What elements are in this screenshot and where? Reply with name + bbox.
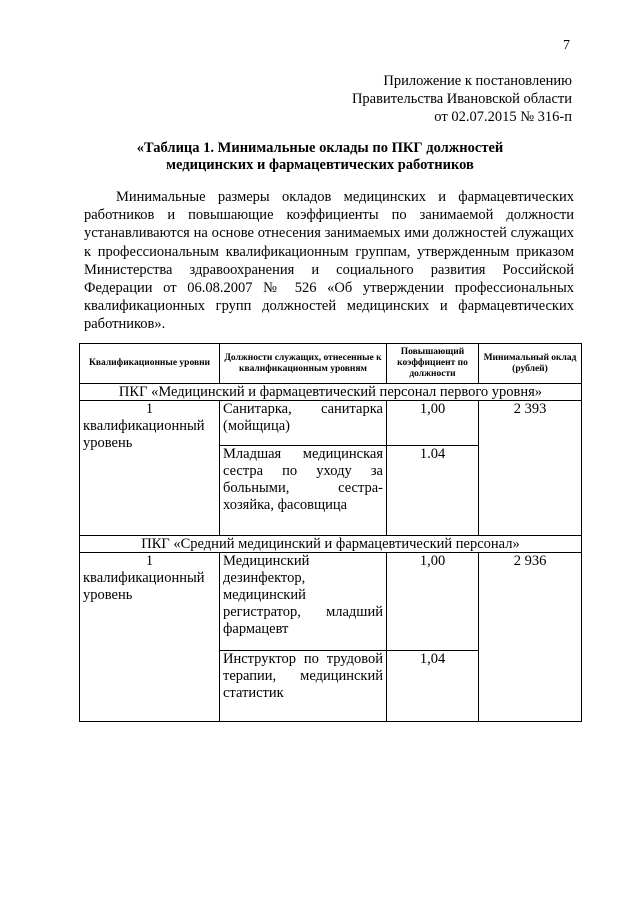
group-row: [80, 384, 582, 401]
salary-cell: 2 393: [479, 401, 582, 446]
salary-cell-empty: [479, 446, 582, 536]
intro-paragraph: Минимальные размеры окладов медицинских и фармацевтических работников и повышающие коэффициенты по занимаемой должности устанавливаются на основе отнесения занимаемых ими должностей служащих к профессиональным квалификационным группам, утвержденным приказом Министерства здравоохранения и социального развития Российской Федерации от 06.08.2007 № 526 «Об утверждении профессиональных квалификационных групп должностей медицинских и фармацевтических работников».: [84, 189, 574, 333]
header-coefficient: Повышающий коэффициент по должности: [387, 344, 479, 384]
position-cell: Инструктор по трудовой терапии, медицинский статистик: [220, 651, 387, 722]
coefficient-cell: 1,00: [387, 553, 479, 651]
salary-cell-empty: [479, 651, 582, 722]
group-name: ПКГ «Медицинский и фармацевтический персонал первого уровня»: [80, 384, 582, 401]
position-cell: Санитарка, санитарка (мойщица): [220, 401, 387, 446]
table-row: [80, 553, 582, 651]
header-positions: Должности служащих, отнесенные к квалификационным уровням: [220, 344, 387, 384]
appendix-note: [352, 72, 572, 126]
appendix-line-1: Приложение к постановлению: [383, 73, 572, 89]
level-number: 1: [145, 553, 154, 569]
level-text: квалификационный уровень: [83, 570, 205, 603]
header-salary: Минимальный оклад (рублей): [479, 344, 582, 384]
group-name: ПКГ «Средний медицинский и фармацевтический персонал»: [80, 536, 582, 553]
level-text: квалификационный уровень: [83, 418, 205, 451]
group-row: [80, 536, 582, 553]
salary-cell: 2 936: [479, 553, 582, 651]
position-cell: Младшая медицинская сестра по уходу за больными, сестра-хозяйка, фасовщица: [220, 446, 387, 536]
level-number: 1: [145, 401, 154, 417]
coefficient-cell: 1,00: [387, 401, 479, 446]
position-cell: Медицинский дезинфектор, медицинский регистратор, младший фармацевт: [220, 553, 387, 651]
level-cell: [80, 553, 220, 722]
header-levels: Квалификационные уровни: [80, 344, 220, 384]
page-number: 7: [563, 38, 570, 53]
coefficient-cell: 1,04: [387, 651, 479, 722]
level-cell: [80, 401, 220, 536]
table-title: [80, 140, 560, 174]
appendix-line-3: от 02.07.2015 № 316-п: [434, 109, 572, 125]
table-row: [80, 401, 582, 446]
appendix-line-2: Правительства Ивановской области: [351, 91, 572, 107]
salary-table: [79, 343, 582, 722]
table-header-row: [80, 344, 582, 384]
table-title-line-1: «Таблица 1. Минимальные оклады по ПКГ должностей: [136, 140, 504, 156]
table-title-line-2: медицинских и фармацевтических работников: [166, 157, 474, 173]
coefficient-cell: 1.04: [387, 446, 479, 536]
